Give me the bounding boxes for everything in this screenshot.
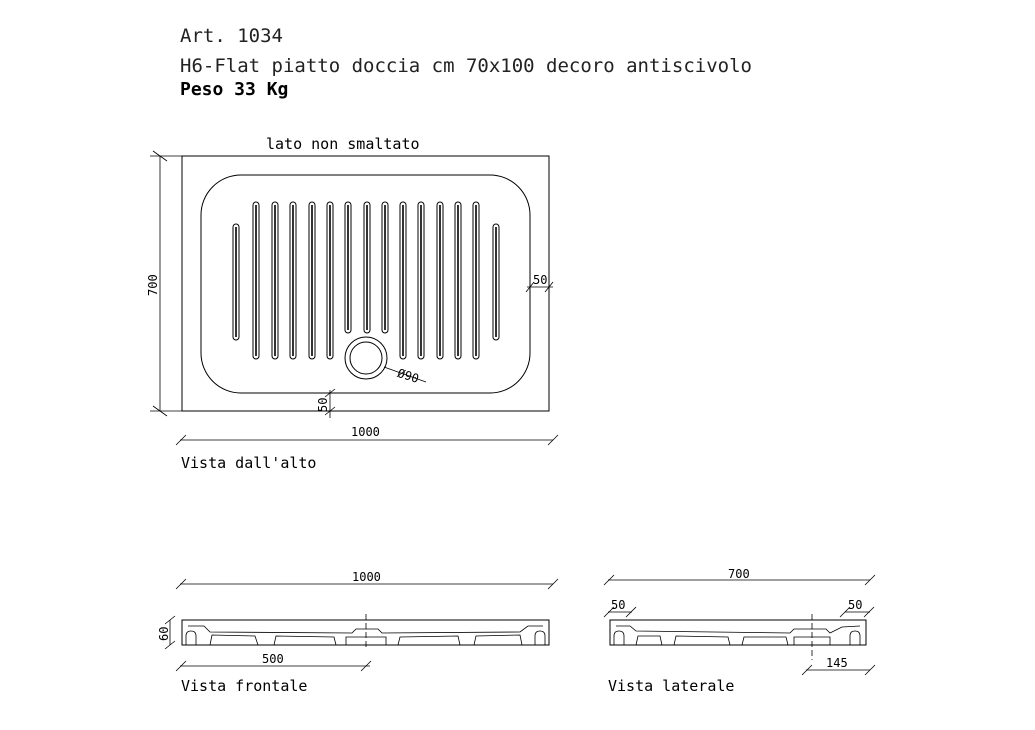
- foot: [636, 636, 662, 645]
- dim-edge-front-label: 50: [316, 397, 330, 412]
- front-view: [157, 570, 558, 695]
- drain-inner-circle: [350, 342, 382, 374]
- side-dim-edge-right-label: 50: [848, 598, 863, 612]
- product-weight: Peso 33 Kg: [180, 79, 289, 100]
- anti-slip-grooves: [233, 202, 499, 359]
- foot: [674, 636, 730, 645]
- foot: [474, 635, 522, 645]
- dim-edge-side-label: 50: [533, 273, 548, 287]
- tray-basin: [201, 175, 530, 393]
- side-feet: [614, 631, 860, 645]
- foot: [186, 631, 196, 645]
- front-view-label: Vista frontale: [181, 677, 308, 695]
- top-view-note: lato non smaltato: [266, 135, 420, 153]
- front-top-surface: [188, 626, 543, 633]
- foot: [850, 631, 860, 645]
- foot: [614, 631, 624, 645]
- dim-length-label: 1000: [351, 425, 380, 439]
- front-dim-length-label: 1000: [352, 570, 381, 584]
- tray-outline: [182, 156, 549, 411]
- side-top-surface: [616, 626, 860, 633]
- foot: [274, 636, 336, 645]
- top-view-label: Vista dall'alto: [181, 454, 317, 472]
- product-title: H6-Flat piatto doccia cm 70x100 decoro antiscivolo: [180, 55, 752, 77]
- side-view-label: Vista laterale: [608, 677, 735, 695]
- front-dim-height-label: 60: [157, 626, 171, 641]
- side-dim-drain-label: 145: [826, 656, 848, 670]
- foot: [742, 637, 788, 645]
- drain: [345, 337, 426, 386]
- foot: [398, 636, 460, 645]
- article-number: Art. 1034: [180, 25, 283, 47]
- foot: [210, 635, 258, 645]
- drain-diameter: Ø90: [395, 365, 421, 387]
- side-dim-width-label: 700: [728, 567, 750, 581]
- front-dim-half-label: 500: [262, 652, 284, 666]
- top-view: [146, 135, 558, 472]
- side-dim-edge-left-label: 50: [611, 598, 626, 612]
- foot: [535, 631, 545, 645]
- side-view: [604, 567, 875, 695]
- dim-width-label: 700: [146, 274, 160, 296]
- front-feet: [186, 631, 545, 645]
- drain-outer-circle: [345, 337, 387, 379]
